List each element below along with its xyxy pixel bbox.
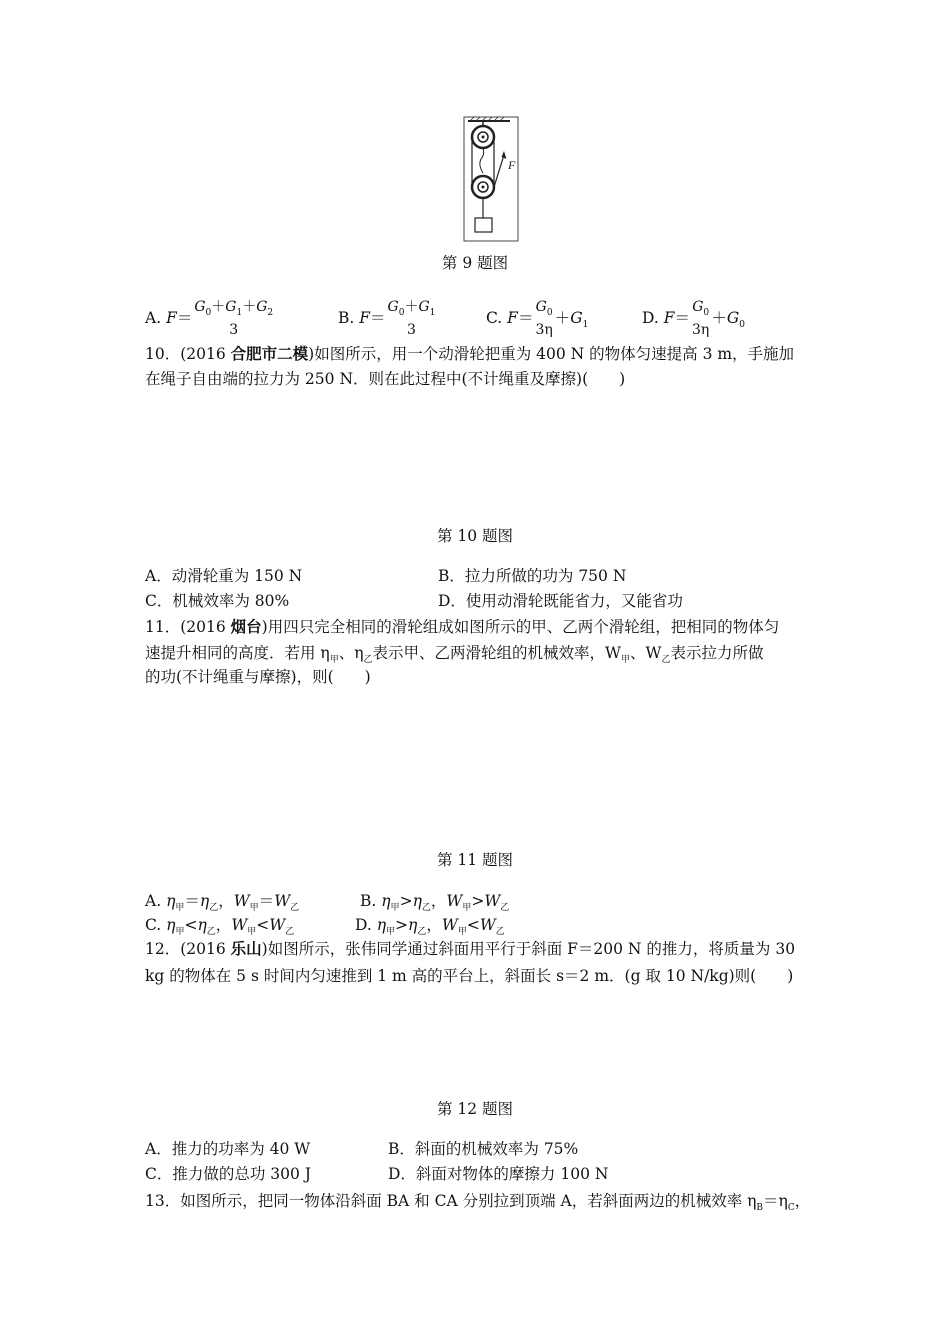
q9-option-b: B. F＝ $G_0+G_1$ 3 [338, 299, 436, 338]
q11-option-a: A. $\eta_甲=\eta_乙$，$W_甲=W_乙$ [145, 892, 300, 914]
q11-option-c: C. $\eta_甲<\eta_乙$，$W_甲<W_乙$ [145, 916, 295, 938]
figure-12-caption: 第 12 题图 [436, 1100, 514, 1118]
q12-option-b: B．斜面的机械效率为 75% [388, 1140, 579, 1158]
q11-line-2: 速提升相同的高度．若用 $\eta_甲$、$\eta_乙$表示甲、乙两滑轮组的机械效率，$W_甲$、$W_乙$表示拉力所做 [145, 644, 764, 666]
q12-option-a: A．推力的功率为 40 W [145, 1140, 311, 1158]
figure-9-caption: 第 9 题图 [441, 254, 509, 272]
q9-option-a: A. F＝ $G_0+G_1+G_2$ 3 [145, 299, 274, 338]
pulley-figure [462, 115, 520, 243]
q10-option-d: D．使用动滑轮既能省力，又能省功 [438, 592, 683, 610]
q12-line-2: kg 的物体在 5 s 时间内匀速推到 1 m 高的平台上，斜面长 s＝2 m．(g 取 10 N/kg)则( ) [145, 967, 794, 985]
q9-option-c: C. F＝ $G_0$ 3η $+G_1$ [486, 299, 589, 338]
q10-option-b: B．拉力所做的功为 750 N [438, 567, 627, 585]
q12-option-c: C．推力做的总功 300 J [145, 1165, 312, 1183]
q10-line-1: 10．(2016 合肥市二模)如图所示，用一个动滑轮把重为 400 N 的物体匀速提高 3 m，手施加 [145, 344, 795, 363]
q13-line-1: 13．如图所示，把同一物体沿斜面 BA 和 CA 分别拉到顶端 A，若斜面两边的机械效率 $\eta_B=\eta_C$， [145, 1192, 811, 1214]
q11-option-b: B. $\eta_甲>\eta_乙$，$W_甲>W_乙$ [360, 892, 510, 914]
q11-line-3: 的功(不计绳重与摩擦)，则( ) [145, 668, 371, 686]
q12-option-d: D．斜面对物体的摩擦力 100 N [388, 1165, 609, 1183]
figure-11-caption: 第 11 题图 [436, 851, 514, 869]
figure-10-caption: 第 10 题图 [436, 527, 514, 545]
q10-option-c: C．机械效率为 80% [145, 592, 290, 610]
q10-line-2: 在绳子自由端的拉力为 250 N．则在此过程中(不计绳重及摩擦)( ) [145, 370, 626, 388]
q9-option-d: D. F＝ $G_0$ 3η $+G_0$ [642, 299, 745, 338]
q11-option-d: D. $\eta_甲>\eta_乙$，$W_甲<W_乙$ [355, 916, 505, 938]
q12-line-1: 12．(2016 乐山)如图所示，张伟同学通过斜面用平行于斜面 F＝200 N 的推力，将质量为 30 [145, 939, 796, 958]
force-label: F [508, 158, 516, 172]
q10-option-a: A．动滑轮重为 150 N [145, 567, 303, 585]
q11-line-1: 11．(2016 烟台)用四只完全相同的滑轮组成如图所示的甲、乙两个滑轮组，把相同的物体匀 [145, 617, 780, 636]
